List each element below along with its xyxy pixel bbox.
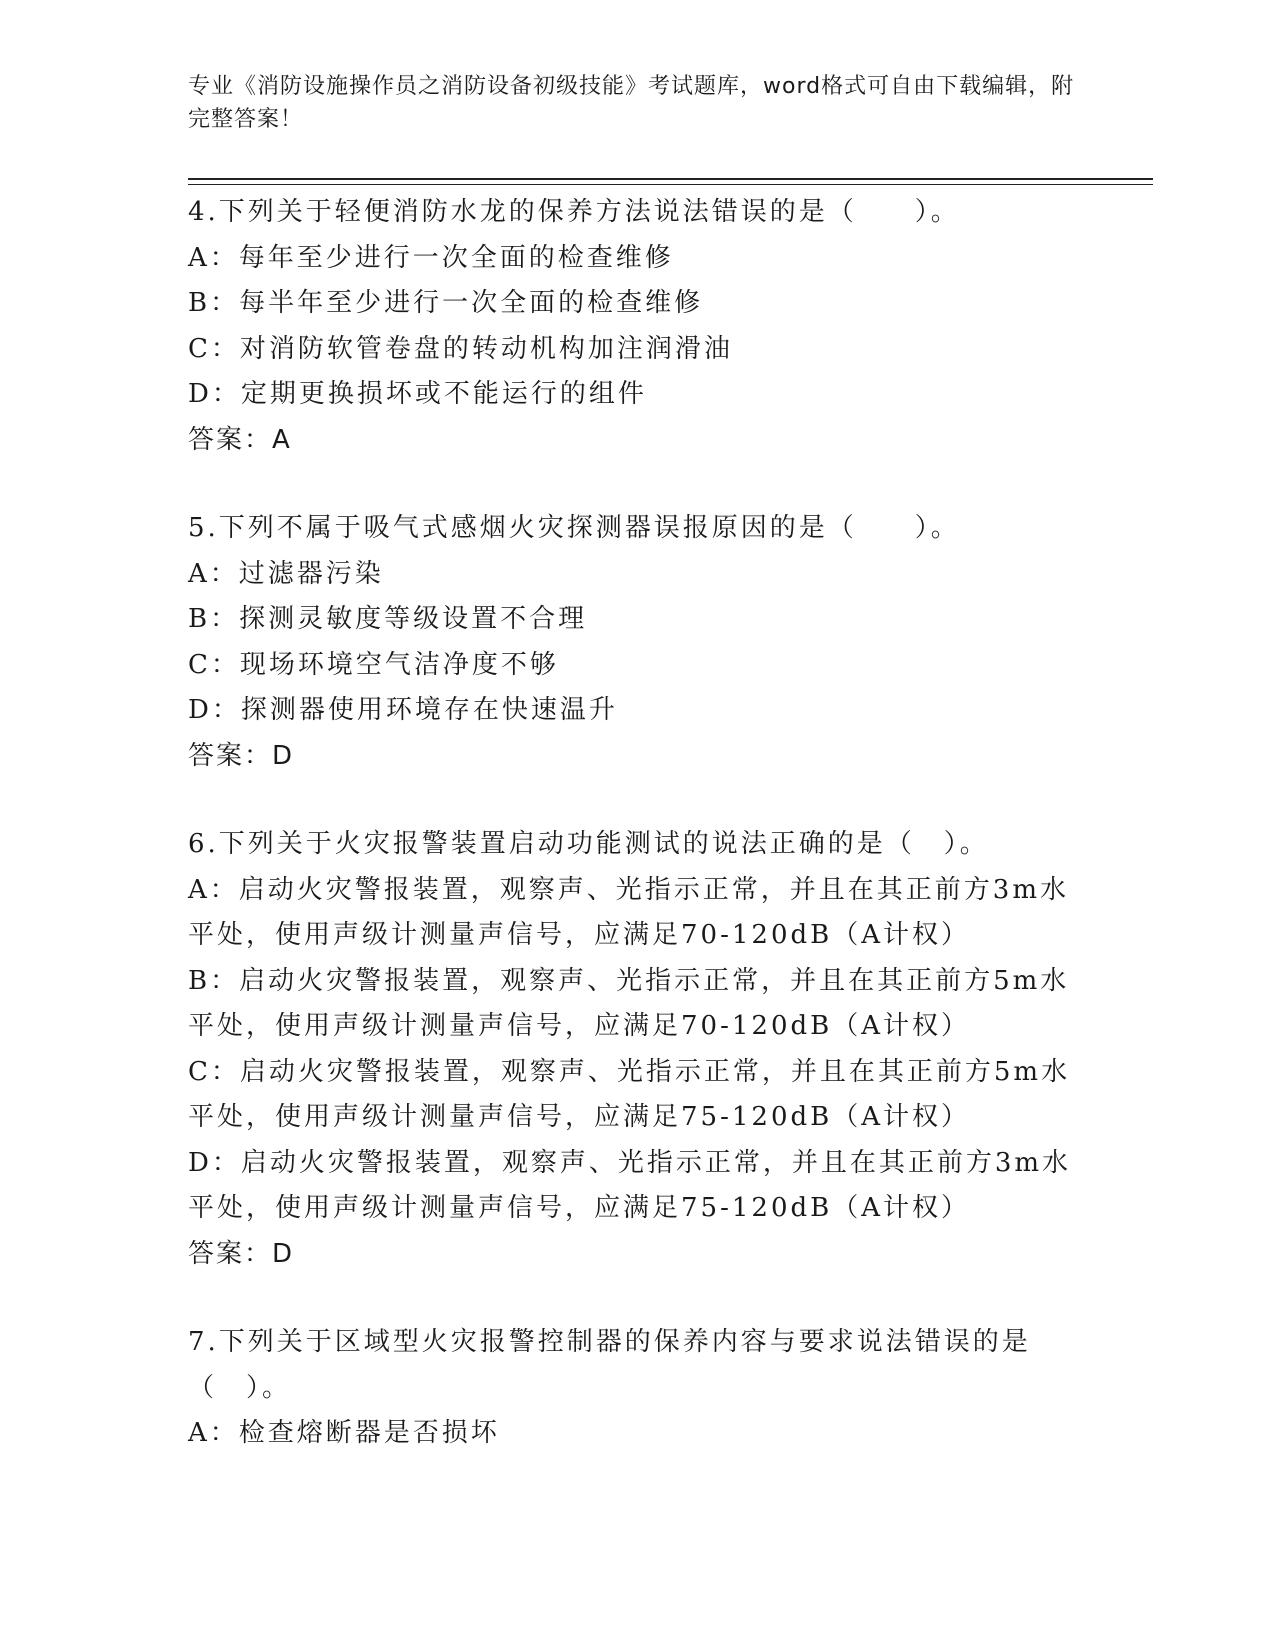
option-a: A：启动火灾警报装置，观察声、光指示正常，并且在其正前方3m水平处，使用声级计测量声信号，应满足70-120dB（A计权） <box>188 874 1069 950</box>
option-b: B：探测灵敏度等级设置不合理 <box>188 604 588 634</box>
answer: 答案：D <box>188 740 295 771</box>
question-6 <box>188 822 1078 1277</box>
option-a: A：过滤器污染 <box>188 558 384 589</box>
header-divider-thick <box>188 178 1153 180</box>
option-d: D：启动火灾警报装置，观察声、光指示正常，并且在其正前方3m水平处，使用声级计测量声信号，应满足75-120dB（A计权） <box>188 1147 1072 1223</box>
option-a: A：检查熔断器是否损坏 <box>188 1418 500 1448</box>
option-d: D：定期更换损坏或不能运行的组件 <box>188 379 647 409</box>
option-d: D：探测器使用环境存在快速温升 <box>188 695 618 725</box>
option-b: B：每半年至少进行一次全面的检查维修 <box>188 288 704 318</box>
document-header: 专业《消防设施操作员之消防设备初级技能》考试题库，word格式可自由下载编辑，附完整答案！ <box>188 74 1075 132</box>
question-stem: 7.下列关于区域型火灾报警控制器的保养内容与要求说法错误的是（ ）。 <box>188 1327 1031 1403</box>
question-list <box>188 190 1078 1500</box>
option-c: C：现场环境空气洁净度不够 <box>188 649 559 680</box>
question-stem: 5.下列不属于吸气式感烟火灾探测器误报原因的是（ ）。 <box>188 513 960 543</box>
option-b: B：启动火灾警报装置，观察声、光指示正常，并且在其正前方5m水平处，使用声级计测量声信号，应满足70-120dB（A计权） <box>188 965 1070 1041</box>
header-divider-thin <box>188 184 1153 185</box>
question-7 <box>188 1320 1078 1457</box>
answer: 答案：A <box>188 424 292 455</box>
question-4 <box>188 190 1078 463</box>
option-c: C：启动火灾警报装置，观察声、光指示正常，并且在其正前方5m水平处，使用声级计测量声信号，应满足75-120dB（A计权） <box>188 1056 1071 1132</box>
question-5 <box>188 506 1078 779</box>
option-c: C：对消防软管卷盘的转动机构加注润滑油 <box>188 333 733 364</box>
question-stem: 4.下列关于轻便消防水龙的保养方法说法错误的是（ ）。 <box>188 197 960 227</box>
option-a: A：每年至少进行一次全面的检查维修 <box>188 242 674 273</box>
answer: 答案：D <box>188 1238 295 1269</box>
question-stem: 6.下列关于火灾报警装置启动功能测试的说法正确的是（ ）。 <box>188 829 989 859</box>
